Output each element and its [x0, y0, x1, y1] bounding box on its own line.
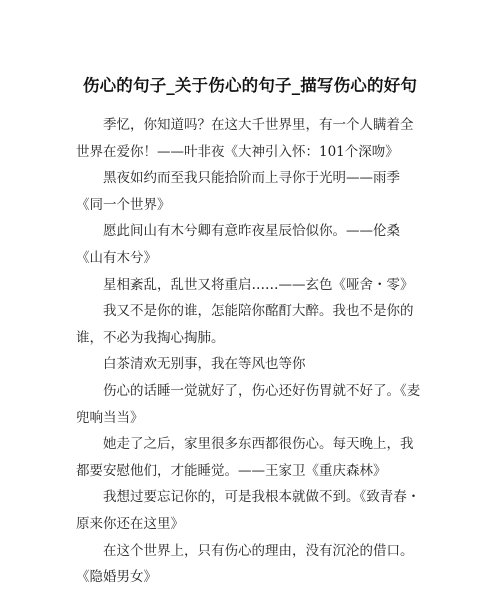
paragraph: 我想过要忘记你的，可是我根本就做不到。《致青春・原来你还在这里》	[76, 489, 421, 532]
article-body	[76, 112, 426, 591]
paragraph: 星相紊乱，乱世又将重启……——玄色《哑舍・零》	[103, 276, 414, 293]
paragraph: 我又不是你的谁，怎能陪你酩酊大醉。我也不是你的谁，不必为我掏心掏肺。	[76, 303, 414, 346]
paragraph: 季忆，你知道吗？在这大千世界里，有一个人瞒着全世界在爱你！——叶非夜《大神引入怀：101个深吻》	[76, 117, 414, 160]
paragraph: 在这个世界上，只有伤心的理由，没有沉沦的借口。《隐婚男女》	[76, 542, 414, 586]
paragraph: 她走了之后，家里很多东西都很伤心。每天晚上，我都要安慰他们，才能睡觉。——王家卫《重庆森林》	[76, 436, 414, 479]
paragraph: 白茶清欢无别事，我在等风也等你	[103, 356, 306, 373]
paragraph: 黑夜如约而至我只能拾阶而上寻你于光明——雨季《同一个世界》	[76, 170, 400, 213]
paragraph: 伤心的话睡一觉就好了，伤心还好伤胃就不好了。《麦兜响当当》	[76, 382, 421, 426]
page-title: 伤心的句子_关于伤心的句子_描写伤心的好句	[82, 76, 418, 95]
paragraph: 愿此间山有木兮卿有意昨夜星辰恰似你。——伦桑《山有木兮》	[76, 223, 400, 266]
